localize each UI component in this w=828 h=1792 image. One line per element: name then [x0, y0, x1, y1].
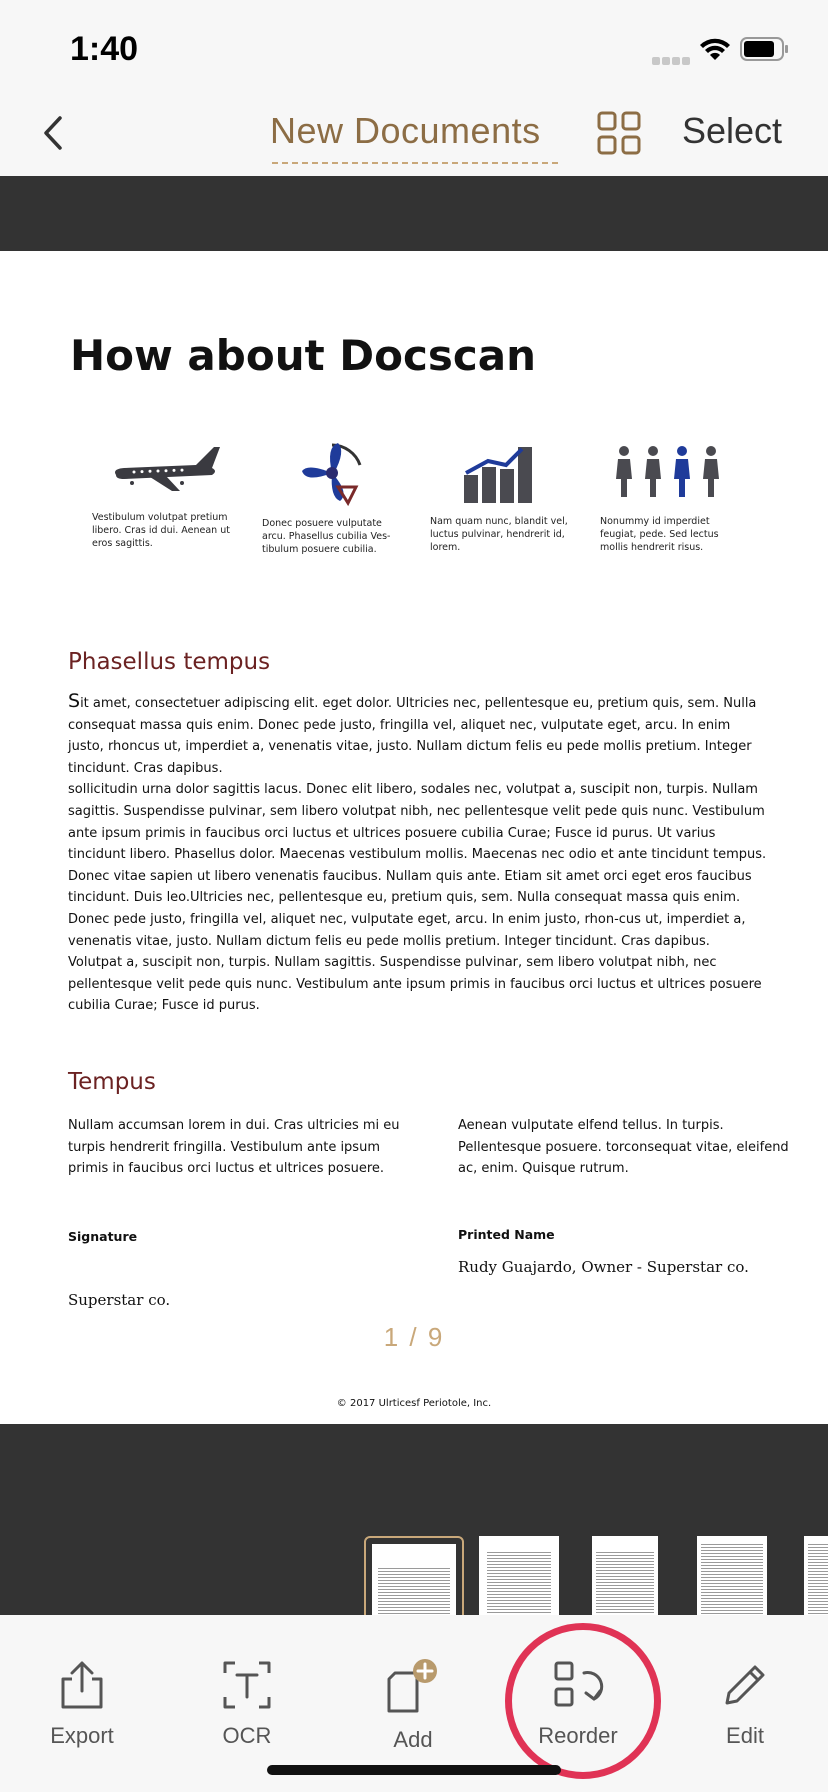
section-title: Tempus: [68, 1069, 156, 1095]
drop-letter: S: [68, 690, 81, 712]
signature-company: Superstar co.: [68, 1291, 171, 1309]
edit-label: Edit: [726, 1723, 764, 1748]
status-bar: [0, 0, 828, 90]
home-indicator: [267, 1765, 561, 1775]
ocr-scan-icon: [221, 1659, 273, 1711]
add-button[interactable]: [358, 1659, 468, 1753]
section-title: Phasellus tempus: [68, 649, 271, 675]
ocr-label: OCR: [222, 1723, 272, 1748]
people-icon: [610, 441, 730, 505]
feature-item: [262, 441, 402, 556]
feature-caption: Nam quam nunc, blandit vel, luctus pulvinar, hendrerit id, lorem.: [430, 516, 568, 553]
back-chevron-icon[interactable]: [30, 108, 80, 158]
section-body: [68, 691, 768, 1017]
page-counter: 1 / 9: [383, 1322, 445, 1352]
nav-title[interactable]: New Documents: [270, 110, 541, 151]
edit-button[interactable]: [690, 1659, 800, 1749]
copyright-icon: ©: [336, 1398, 347, 1409]
document-page[interactable]: [0, 251, 828, 1424]
navigation-bar: [0, 90, 828, 176]
pencil-icon: [719, 1659, 771, 1711]
feature-caption: Vestibulum volutpat pretium libero. Cras id dui. Aenean ut eros sagittis.: [92, 512, 230, 549]
signature-label: Signature: [68, 1229, 138, 1244]
feature-caption: Nonummy id imperdiet feugiat, pede. Sed lectus mollis hendrerit risus.: [600, 516, 719, 553]
cellular-signal-icon: [652, 52, 692, 70]
export-button[interactable]: [27, 1659, 137, 1749]
body-paragraph: Volutpat a, suscipit non, turpis. Nullam sagittis. Suspendisse pulvinar, sem libero volutpat nibh, nec pellentesque velit pede quis nunc. Vestibulum ante ipsum primis in faucibus orci luctus et ultrices posuere cubilia Curae; Fusce id purus.: [68, 955, 762, 1014]
copyright-text: 2017 Ulrticesf Periotole, Inc.: [349, 1398, 492, 1409]
column-text-right: Aenean vulputate elfend tellus. In turpis. Pellentesque posuere. torconsequat vitae, eleifend ac, enim. Quisque rutrum.: [458, 1118, 789, 1176]
paragraph-text: it amet, consectetuer adipiscing elit. eget dolor. Ultricies nec, pellentesque eu, pretium quis, sem. Nulla consequat massa quis enim. Donec pede justo, fringilla vel, aliquet nec, vulputate eget, arcu. In enim justo, rhoncus ut, imperdiet a, venenatis vitae, justo. Nullam dictum felis eu pede mollis pretium. Integer tincidunt. Cras dapibus.: [68, 696, 757, 776]
column-text-left: Nullam accumsan lorem in dui. Cras ultricies mi eu turpis hendrerit fringilla. Vestibulum ante ipsum primis in faucibus orci luctus et ultrices posuere.: [68, 1118, 400, 1176]
add-label: Add: [393, 1727, 433, 1752]
body-paragraph: sollicitudin urna dolor sagittis lacus. Donec elit libero, sodales nec, volutpat a, suscipit non, turpis. Nullam sagittis. Suspendisse pulvinar, sem libero volutpat nibh, nec pellentesque velit pede quis nunc. Vestibulum ante ipsum primis in faucibus orci luctus et ultrices posuere cubilia Curae; Fusce id purus. Ut varius tincidunt libero. Phasellus dolor. Maecenas vestibulum mollis. Maecenas nec odio et ante tincidunt tempus. Donec vitae sapien ut libero venenatis faucibus. Nullam quis ante. Etiam sit amet orci eget eros faucibus tincidunt. Duis leo.Ultricies nec, pellentesque eu, pretium quis, sem. Nulla consequat massa quis enim. Donec pede justo, fringilla vel, aliquet nec, vulputate eget, arcu. In enim justo, rhon-cus ut, imperdiet a, venenatis vitae, justo. Nullam dictum felis eu pede mollis pretium. Integer tincidunt. Cras dapibus.: [68, 782, 767, 949]
ocr-button[interactable]: [192, 1659, 302, 1749]
bar-growth-icon: [440, 441, 560, 505]
battery-icon: [740, 37, 790, 61]
body-paragraph: [68, 691, 768, 779]
title-underline: [272, 162, 558, 164]
feature-caption: Donec posuere vulputate arcu. Phasellus cubilia Ves-tibulum posuere cubilia.: [262, 518, 391, 555]
airplane-icon: [102, 441, 222, 501]
document-heading: How about Docscan: [70, 331, 537, 380]
export-icon: [57, 1659, 107, 1711]
reorder-label: Reorder: [538, 1723, 618, 1748]
printed-name-value: Rudy Guajardo, Owner - Superstar co.: [458, 1258, 749, 1276]
document-viewer[interactable]: [0, 176, 828, 1615]
status-time: 1:40: [70, 30, 139, 68]
feature-item: [92, 441, 232, 550]
propeller-icon: [272, 441, 392, 507]
printed-name-label: Printed Name: [458, 1227, 555, 1242]
feature-item: [600, 441, 740, 554]
add-page-icon: [383, 1659, 443, 1715]
select-button[interactable]: Select: [682, 110, 783, 151]
export-label: Export: [50, 1723, 114, 1748]
grid-view-icon[interactable]: [596, 110, 642, 156]
reorder-highlight-ring: [505, 1623, 661, 1779]
feature-item: [430, 441, 570, 554]
wifi-icon: [698, 36, 732, 62]
copyright-line: [0, 1398, 828, 1409]
